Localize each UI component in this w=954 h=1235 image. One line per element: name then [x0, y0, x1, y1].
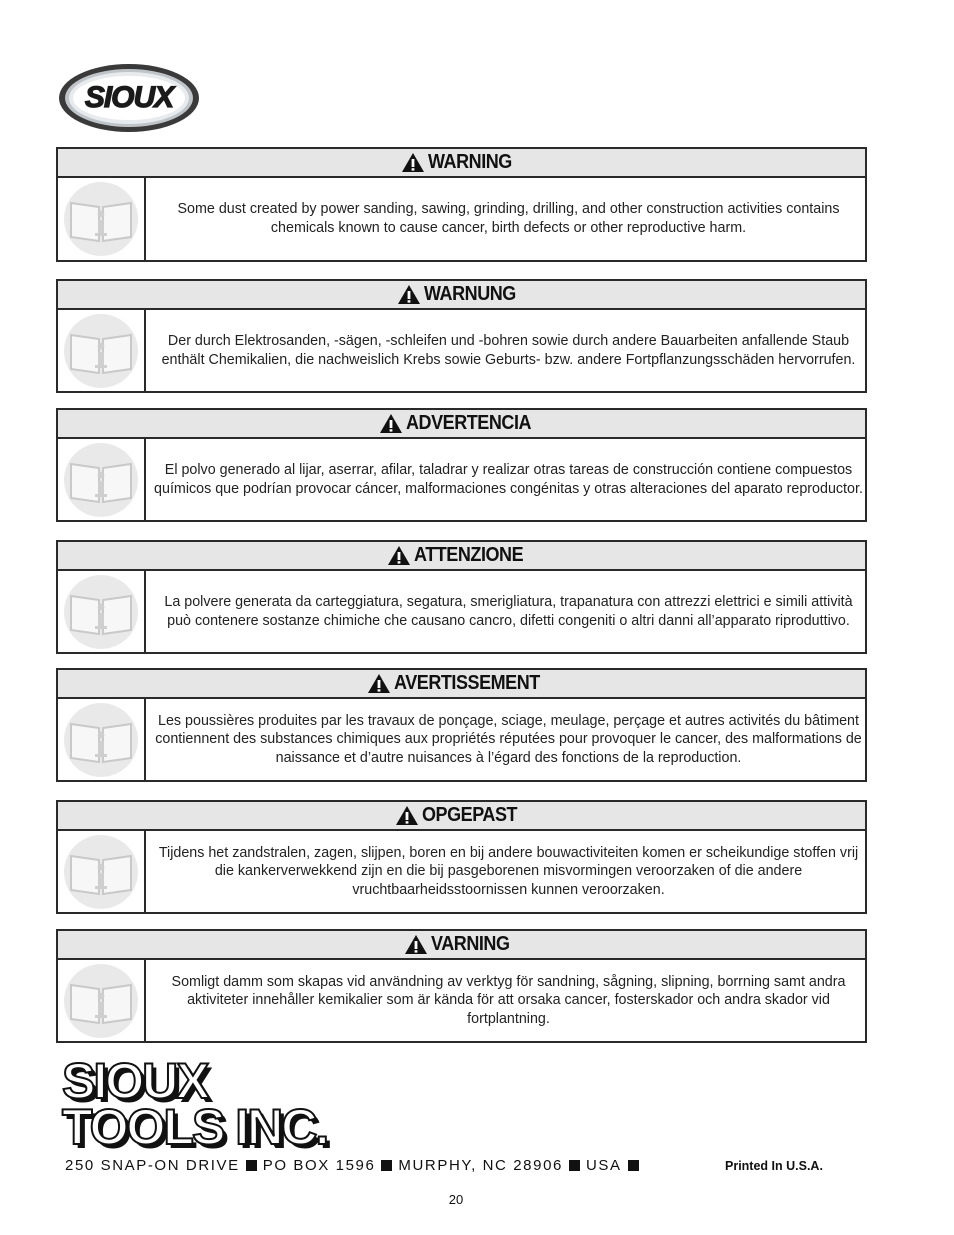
warning-header — [58, 802, 865, 831]
warning-icon-cell — [58, 571, 146, 652]
warning-body — [58, 960, 865, 1041]
warning-box — [56, 279, 867, 393]
address-po-box: PO BOX 1596 — [262, 1157, 376, 1174]
warning-title: ADVERTENCIA — [405, 412, 531, 434]
warning-header — [58, 931, 865, 960]
sioux-logo — [57, 62, 202, 134]
read-manual-icon — [63, 574, 139, 650]
warning-text: Les poussières produites par les travaux de ponçage, sciage, meulage, perçage et autres activités du bâtiment contiennent des substances chimiques aux propriétés réputées pour provoquer le cancer, des malformations de naissance et d’autre nuisances à l’égard des fonctions de la reproduction. — [155, 712, 862, 766]
warning-header — [58, 149, 865, 178]
warning-header — [58, 410, 865, 439]
address-street: 250 SNAP-ON DRIVE — [65, 1157, 240, 1174]
warning-triangle-icon — [395, 805, 419, 826]
warning-body — [58, 831, 865, 912]
read-manual-icon — [63, 313, 139, 389]
warning-box — [56, 668, 867, 782]
warning-box — [56, 929, 867, 1043]
warning-body — [58, 310, 865, 391]
warning-title: VARNING — [431, 933, 510, 955]
warning-body — [58, 178, 865, 260]
brand-line-1: SIOUX — [62, 1053, 208, 1109]
address-line — [65, 1157, 645, 1174]
read-manual-icon — [63, 963, 139, 1039]
warning-header — [58, 670, 865, 699]
warning-text: Tijdens het zandstralen, zagen, slijpen, boren en bij andere bouwactiviteiten komen er scheikundige stoffen vrij die kankerverwekkend zijn en die bij pasgeborenen misvormingen veroorzaken of die andere vruchtbaarheidsstoornissen kunnen veroorzaken. — [158, 844, 859, 898]
warning-box — [56, 408, 867, 522]
warning-icon-cell — [58, 699, 146, 780]
warning-triangle-icon — [404, 934, 428, 955]
read-manual-icon — [63, 181, 139, 257]
warning-text: Some dust created by power sanding, sawing, grinding, drilling, and other construction activities contains chemicals known to cause cancer, birth defects or other reproductive harm. — [177, 201, 840, 236]
separator-square-icon — [246, 1160, 257, 1171]
printed-in-label: Printed In U.S.A. — [725, 1159, 823, 1173]
warning-box — [56, 540, 867, 654]
warning-body — [58, 699, 865, 780]
warning-box — [56, 800, 867, 914]
warning-title: ATTENZIONE — [414, 544, 524, 566]
warning-text: Somligt damm som skapas vid användning av verktyg för sandning, sågning, slipning, borrning samt andra aktiviteter innehåller kemikalier som är kända för att orsaka cancer, fosterskador och andra skador vid fortplantning. — [171, 973, 846, 1027]
warning-title: OPGEPAST — [422, 804, 518, 826]
read-manual-icon — [63, 442, 139, 518]
separator-square-icon — [628, 1160, 639, 1171]
warning-text: Der durch Elektrosanden, -sägen, -schleifen und -bohren sowie durch andere Bauarbeiten anfallende Staub enthält Chemikalien, die nachweislich Krebs sowie Geburts- bzw. andere Fortpflanzungsschäden hervorrufen. — [161, 332, 856, 368]
warning-triangle-icon — [397, 284, 421, 305]
brand-line-2: TOOLS INC. — [62, 1099, 328, 1155]
warning-triangle-icon — [387, 545, 411, 566]
warning-header — [58, 281, 865, 310]
warning-icon-cell — [58, 439, 146, 520]
warning-icon-cell — [58, 960, 146, 1041]
read-manual-icon — [63, 834, 139, 910]
warning-text: La polvere generata da carteggiatura, segatura, smerigliatura, trapanatura con attrezzi elettrici e simili attività può contenere sostanze chimiche che causano cancro, difetti congeniti o altri danni all’apparato riproduttivo. — [164, 593, 853, 629]
warning-title: WARNUNG — [423, 283, 516, 305]
read-manual-icon — [63, 702, 139, 778]
separator-square-icon — [381, 1160, 392, 1171]
warning-box — [56, 147, 867, 262]
warning-title: WARNING — [428, 151, 513, 173]
warning-text: El polvo generado al lijar, aserrar, afilar, taladrar y realizar otras tareas de construcción contiene compuestos químicos que podrían provocar cáncer, malformaciones congénitas y otras alteraciones del aparato reproductor. — [154, 461, 863, 497]
warning-body — [58, 439, 865, 520]
warning-icon-cell — [58, 310, 146, 391]
brand-name — [62, 1053, 328, 1155]
warning-title: AVERTISSEMENT — [393, 672, 540, 694]
warning-body — [58, 571, 865, 652]
address-country: USA — [585, 1157, 622, 1174]
warning-icon-cell — [58, 831, 146, 912]
address-city: MURPHY, NC 28906 — [398, 1157, 563, 1174]
warning-triangle-icon — [367, 673, 391, 694]
warning-header — [58, 542, 865, 571]
warning-icon-cell — [58, 178, 146, 260]
separator-square-icon — [569, 1160, 580, 1171]
warning-triangle-icon — [401, 152, 425, 173]
page-number: 20 — [448, 1192, 464, 1207]
warning-triangle-icon — [379, 413, 403, 434]
logo-text: SIOUX — [84, 81, 174, 114]
